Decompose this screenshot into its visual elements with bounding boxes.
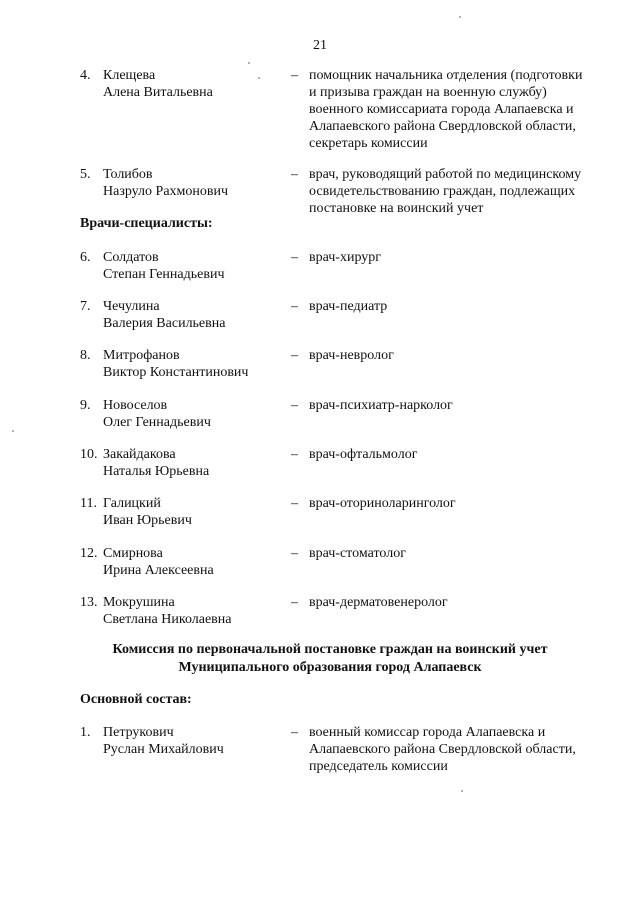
member-given-names: Ирина Алексеевна bbox=[103, 563, 214, 578]
role-line: военный комиссар города Алапаевска и bbox=[309, 725, 546, 740]
member-role bbox=[309, 166, 609, 217]
member-given-names: Виктор Константинович bbox=[103, 365, 249, 380]
member-name bbox=[103, 67, 288, 101]
member-role: врач-офтальмолог bbox=[309, 447, 418, 462]
scan-speck bbox=[248, 62, 250, 64]
member-given-names: Олег Геннадьевич bbox=[103, 415, 211, 430]
entry-number: 9. bbox=[80, 398, 91, 413]
section-heading-main: Основной состав: bbox=[80, 692, 192, 707]
member-surname: Клещева bbox=[103, 68, 156, 83]
member-name bbox=[103, 446, 288, 480]
dash: – bbox=[291, 595, 298, 610]
member-surname: Закайдакова bbox=[103, 447, 176, 462]
scan-speck bbox=[461, 790, 463, 792]
member-name bbox=[103, 347, 288, 381]
member-name bbox=[103, 397, 288, 431]
scan-speck bbox=[12, 430, 14, 432]
member-name bbox=[103, 249, 288, 283]
dash: – bbox=[291, 546, 298, 561]
role-line: председатель комиссии bbox=[309, 759, 448, 774]
entry-number: 12. bbox=[80, 546, 98, 561]
member-name bbox=[103, 166, 288, 200]
scan-speck bbox=[459, 16, 461, 18]
role-line: секретарь комиссии bbox=[309, 136, 428, 151]
role-line: постановке на воинский учет bbox=[309, 201, 484, 216]
entry-number: 10. bbox=[80, 447, 98, 462]
member-role: врач-психиатр-нарколог bbox=[309, 398, 453, 413]
member-role: врач-стоматолог bbox=[309, 546, 406, 561]
member-given-names: Иван Юрьевич bbox=[103, 513, 192, 528]
section-heading-specialists: Врачи-специалисты: bbox=[80, 216, 213, 231]
commission-title-line: Комиссия по первоначальной постановке граждан на воинский учет bbox=[112, 642, 548, 657]
role-line: Алапаевского района Свердловской области, bbox=[309, 742, 576, 757]
entry-number: 13. bbox=[80, 595, 98, 610]
member-given-names: Светлана Николаевна bbox=[103, 612, 232, 627]
member-name bbox=[103, 545, 288, 579]
role-line: и призыва граждан на военную службу) bbox=[309, 85, 547, 100]
dash: – bbox=[291, 496, 298, 511]
member-role: врач-хирург bbox=[309, 250, 382, 265]
entry-number: 5. bbox=[80, 167, 91, 182]
member-surname: Солдатов bbox=[103, 250, 159, 265]
entry-number: 6. bbox=[80, 250, 91, 265]
member-surname: Петрукович bbox=[103, 725, 174, 740]
member-role bbox=[309, 724, 609, 775]
member-given-names: Руслан Михайлович bbox=[103, 742, 224, 757]
member-surname: Толибов bbox=[103, 167, 153, 182]
dash: – bbox=[291, 68, 298, 83]
dash: – bbox=[291, 250, 298, 265]
dash: – bbox=[291, 167, 298, 182]
dash: – bbox=[291, 398, 298, 413]
member-given-names: Наталья Юрьевна bbox=[103, 464, 210, 479]
member-role: врач-дерматовенеролог bbox=[309, 595, 448, 610]
member-name bbox=[103, 594, 288, 628]
entry-number: 4. bbox=[80, 68, 91, 83]
dash: – bbox=[291, 348, 298, 363]
member-role: врач-педиатр bbox=[309, 299, 388, 314]
member-surname: Галицкий bbox=[103, 496, 161, 511]
member-name bbox=[103, 724, 288, 758]
member-role: врач-невролог bbox=[309, 348, 394, 363]
commission-title-line: Муниципального образования город Алапаевск bbox=[178, 660, 482, 675]
member-surname: Чечулина bbox=[103, 299, 160, 314]
page-number: 21 bbox=[313, 38, 327, 53]
entry-number: 8. bbox=[80, 348, 91, 363]
dash: – bbox=[291, 725, 298, 740]
entry-number: 1. bbox=[80, 725, 91, 740]
member-name bbox=[103, 298, 288, 332]
dash: – bbox=[291, 447, 298, 462]
entry-number: 11. bbox=[80, 496, 97, 511]
member-surname: Новоселов bbox=[103, 398, 168, 413]
member-surname: Смирнова bbox=[103, 546, 163, 561]
member-given-names: Степан Геннадьевич bbox=[103, 267, 225, 282]
role-line: освидетельствованию граждан, подлежащих bbox=[309, 184, 576, 199]
member-role: врач-оториноларинголог bbox=[309, 496, 456, 511]
member-given-names: Алена Витальевна bbox=[103, 85, 213, 100]
role-line: врач, руководящий работой по медицинскому bbox=[309, 167, 582, 182]
member-role bbox=[309, 67, 609, 152]
role-line: помощник начальника отделения (подготовки bbox=[309, 68, 583, 83]
commission-title bbox=[60, 641, 600, 677]
scan-speck bbox=[258, 77, 260, 79]
member-name bbox=[103, 495, 288, 529]
role-line: военного комиссариата города Алапаевска и bbox=[309, 102, 574, 117]
dash: – bbox=[291, 299, 298, 314]
member-surname: Мокрушина bbox=[103, 595, 175, 610]
member-given-names: Валерия Васильевна bbox=[103, 316, 226, 331]
member-surname: Митрофанов bbox=[103, 348, 180, 363]
member-given-names: Назруло Рахмонович bbox=[103, 184, 229, 199]
role-line: Алапаевского района Свердловской области, bbox=[309, 119, 576, 134]
entry-number: 7. bbox=[80, 299, 91, 314]
